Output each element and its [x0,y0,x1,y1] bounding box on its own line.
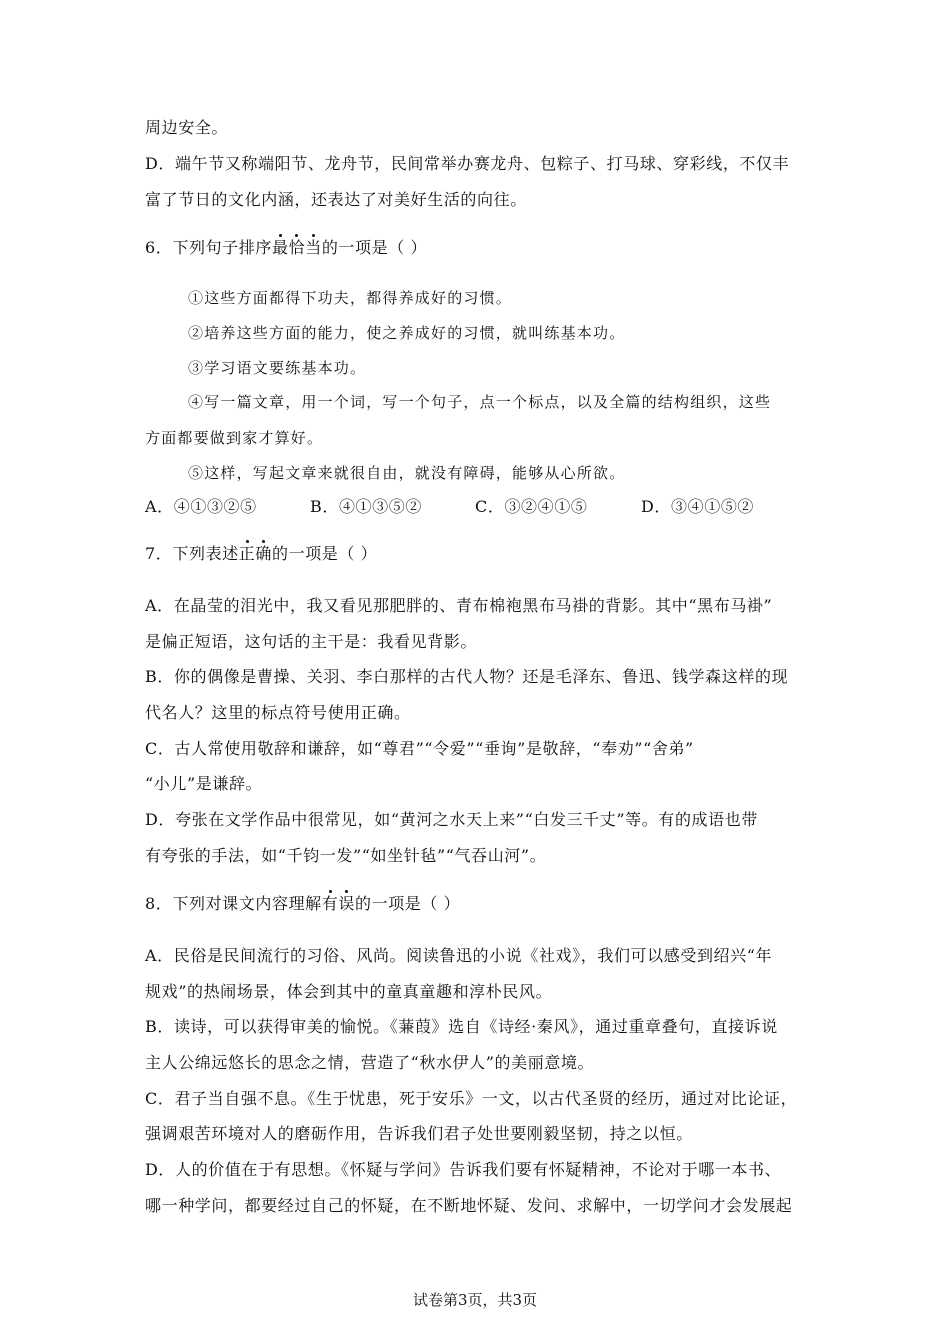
option-b-line: B．读诗，可以获得审美的愉悦。《蒹葭》选自《诗经·秦风》，通过重章叠句，直接诉说 [145,1017,778,1036]
stem-text: 的一项是（ ） [272,544,378,563]
option-a-line: 规戏”的热闹场景，体会到其中的童真童趣和淳朴民风。 [145,982,553,1001]
option-b-line: 主人公绵远悠长的思念之情，营造了“秋水伊人”的美丽意境。 [145,1053,595,1072]
sentence-1: ①这些方面都得下功夫，都得养成好的习惯。 [188,289,513,307]
option-a-line: A．在晶莹的泪光中，我又看见那肥胖的、青布棉袍黑布马褂的背影。其中“黑布马褂” [145,596,773,615]
option-a-line: 是偏正短语，这句话的主干是：我看见背影。 [145,632,478,651]
option-c-line: C．古人常使用敬辞和谦辞，如“尊君”“令爱”“垂询”是敬辞，“奉劝”“舍弟” [145,739,694,758]
stem-text: 的一项是（ ） [355,894,461,913]
page-footer: 试卷第3页，共3页 [412,1291,538,1309]
text-line: D．端午节又称端阳节、龙舟节，民间常举办赛龙舟、包粽子、打马球、穿彩线，不仅丰 [145,154,790,173]
emphasis-char: 误 [338,894,355,913]
option-c[interactable]: C．③②④①⑤ [475,497,588,516]
text-line: 富了节日的文化内涵，还表达了对美好生活的向往。 [145,190,527,209]
emphasis-char: 有 [321,894,339,913]
sentence-4: ④写一篇文章，用一个词，写一个句子，点一个标点，以及全篇的结构组织，这些 [188,393,772,411]
question-6-stem [145,237,427,259]
emphasis-char: 当 [305,238,322,257]
option-d-line: D．人的价值在于有思想。《怀疑与学问》告诉我们要有怀疑精神，不论对于哪一本书、 [145,1160,782,1179]
sentence-2: ②培养这些方面的能力，使之养成好的习惯，就叫练基本功。 [188,324,626,342]
emphasis-char: 确 [255,544,272,563]
text-line: 周边安全。 [145,118,229,137]
stem-text: 的一项是（ ） [321,238,428,257]
option-d-line: 有夸张的手法，如“千钧一发”“如坐针毡”“气吞山河”。 [145,846,547,865]
question-7-stem [145,543,377,565]
option-c-line: C．君子当自强不息。《生于忧患，死于安乐》一文，以古代圣贤的经历，通过对比论证， [145,1089,798,1108]
option-c-line: 强调艰苦环境对人的磨砺作用，告诉我们君子处世要刚毅坚韧，持之以恒。 [145,1124,693,1143]
option-b-line: 代名人？这里的标点符号使用正确。 [145,703,411,722]
sentence-5: ⑤这样，写起文章来就很自由，就没有障碍，能够从心所欲。 [188,464,626,482]
question-8-stem [145,893,460,915]
sentence-3: ③学习语文要练基本功。 [188,359,367,377]
stem-text: 7．下列表述 [145,544,239,563]
option-c-line: “小儿”是谦辞。 [145,774,263,793]
option-d-line: 哪一种学问，都要经过自己的怀疑，在不断地怀疑、发问、求解中，一切学问才会发展起 [145,1196,793,1215]
option-b-line: B．你的偶像是曹操、关羽、李白那样的古代人物？还是毛泽东、鲁迅、钱学森这样的现 [145,667,789,686]
stem-text: 8．下列对课文内容理解 [145,894,322,913]
emphasis-char: 最 [271,238,289,257]
emphasis-char: 恰 [288,238,306,257]
question-6-options [145,496,805,518]
stem-text: 6．下列句子排序 [145,238,272,257]
option-d[interactable]: D．③④①⑤② [641,497,755,516]
option-b[interactable]: B．④①③⑤② [310,497,422,516]
option-a[interactable]: A．④①③②⑤ [145,497,257,516]
emphasis-char: 正 [238,544,256,563]
option-a-line: A．民俗是民间流行的习俗、风尚。阅读鲁迅的小说《社戏》，我们可以感受到绍兴“年 [145,946,773,965]
option-d-line: D．夸张在文学作品中很常见，如“黄河之水天上来”“白发三千丈”等。有的成语也带 [145,810,758,829]
sentence-4-cont: 方面都要做到家才算好。 [145,429,324,447]
